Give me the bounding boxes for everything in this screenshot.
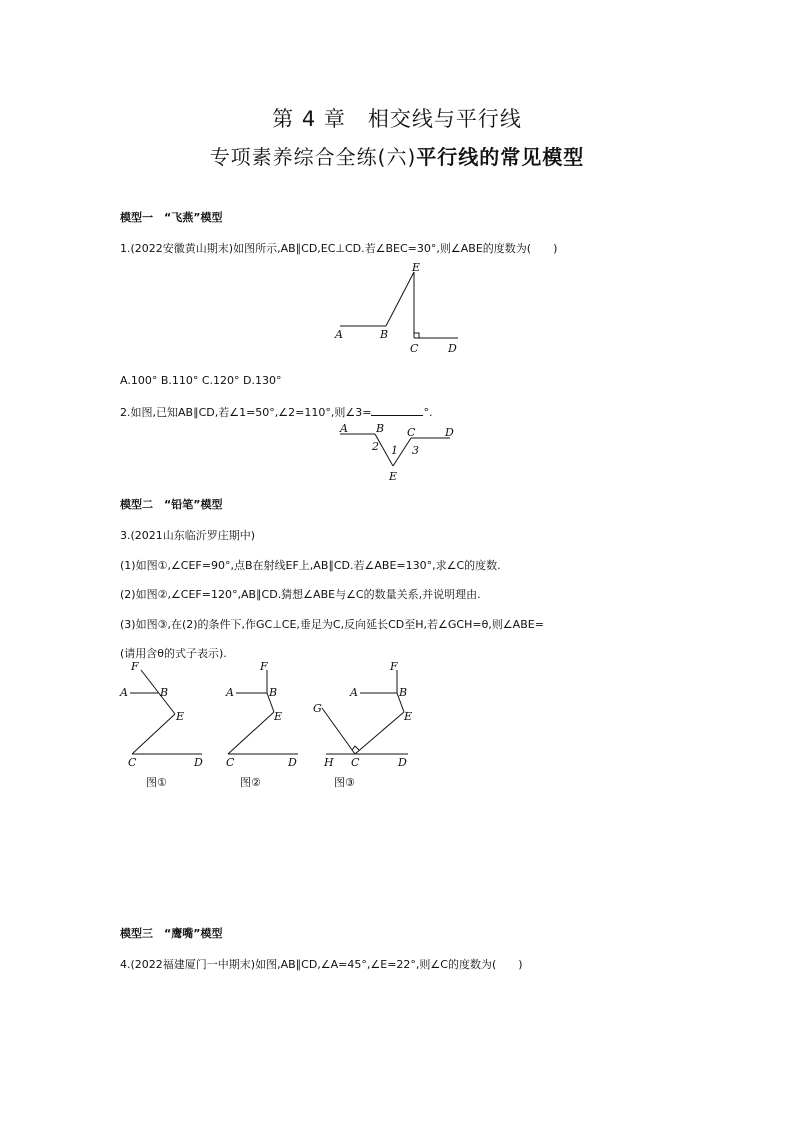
question-3-part-1: (1)如图①,∠CEF=90°,点B在射线EF上,AB∥CD.若∠ABE=130°,求∠C的度数. xyxy=(120,559,501,572)
figure-q2 xyxy=(335,420,465,486)
segment-be xyxy=(386,272,414,326)
segment-ec xyxy=(132,714,175,754)
label-a: A xyxy=(350,686,358,699)
label-d: D xyxy=(445,426,454,439)
label-f: F xyxy=(131,660,139,673)
question-2-unit: °. xyxy=(423,406,433,419)
label-e: E xyxy=(404,710,413,723)
label-e: E xyxy=(389,470,398,483)
label-g: G xyxy=(313,702,322,715)
label-h: H xyxy=(324,756,334,769)
label-b: B xyxy=(376,422,385,435)
label-c: C xyxy=(407,426,416,439)
label-f: F xyxy=(390,660,398,673)
segment-ec xyxy=(228,712,274,754)
ray-ef xyxy=(141,670,175,714)
label-d: D xyxy=(194,756,203,769)
label-f: F xyxy=(260,660,268,673)
question-2 xyxy=(120,404,432,420)
question-3-part-2: (2)如图②,∠CEF=120°,AB∥CD.猜想∠ABE与∠C的数量关系,并说明理由. xyxy=(120,588,481,601)
figure-q1 xyxy=(330,258,470,358)
label-b: B xyxy=(269,686,278,699)
segment-ec xyxy=(355,712,404,754)
label-a: A xyxy=(226,686,234,699)
label-angle-3: 3 xyxy=(412,444,419,457)
label-b: B xyxy=(380,328,389,341)
label-e: E xyxy=(176,710,185,723)
figure-3-3 xyxy=(312,660,422,790)
label-b: B xyxy=(399,686,408,699)
label-a: A xyxy=(120,686,128,699)
label-angle-1: 1 xyxy=(391,444,398,457)
title-bold-part: 平行线的常见模型 xyxy=(416,145,585,169)
right-angle-mark xyxy=(352,746,359,750)
figure-3-1 xyxy=(118,660,208,790)
title-normal-part: 专项素养综合全练(六) xyxy=(209,145,417,169)
section-heading-1: 模型一 “飞燕”模型 xyxy=(120,211,223,224)
label-e: E xyxy=(274,710,283,723)
question-4: 4.(2022福建厦门一中期末)如图,AB∥CD,∠A=45°,∠E=22°,则∠C的度数为( ) xyxy=(120,958,523,971)
question-3-header: 3.(2021山东临沂罗庄期中) xyxy=(120,529,256,542)
label-angle-2: 2 xyxy=(372,440,379,453)
label-a: A xyxy=(335,328,343,341)
question-3-part-3: (3)如图③,在(2)的条件下,作GC⊥CE,垂足为C,反向延长CD至H,若∠GCH=θ,则∠ABE= xyxy=(120,618,544,631)
figure-caption: 图③ xyxy=(334,776,355,789)
section-heading-3: 模型三 “鹰嘴”模型 xyxy=(120,927,223,940)
label-d: D xyxy=(398,756,407,769)
figure-caption: 图② xyxy=(240,776,261,789)
label-c: C xyxy=(410,342,419,355)
label-d: D xyxy=(448,342,457,355)
label-d: D xyxy=(288,756,297,769)
question-1: 1.(2022安徽黄山期末)如图所示,AB∥CD,EC⊥CD.若∠BEC=30°,则∠ABE的度数为( ) xyxy=(120,242,558,255)
worksheet-title xyxy=(0,141,794,170)
label-b: B xyxy=(160,686,169,699)
question-2-text: 2.如图,已知AB∥CD,若∠1=50°,∠2=110°,则∠3= xyxy=(120,406,372,419)
label-a: A xyxy=(340,422,348,435)
right-angle-mark xyxy=(414,333,419,338)
label-c: C xyxy=(128,756,137,769)
section-heading-2: 模型二 “铅笔”模型 xyxy=(120,498,223,511)
figure-caption: 图① xyxy=(146,776,167,789)
question-3-part-3-note: (请用含θ的式子表示). xyxy=(120,647,227,660)
figure-3-2 xyxy=(222,660,312,790)
segment-gc xyxy=(322,708,355,754)
label-c: C xyxy=(351,756,360,769)
question-1-options: A.100° B.110° C.120° D.130° xyxy=(120,374,282,387)
chapter-title: 第 4 章 相交线与平行线 xyxy=(272,107,522,131)
label-e: E xyxy=(412,261,421,274)
answer-blank xyxy=(371,405,423,416)
label-c: C xyxy=(226,756,235,769)
